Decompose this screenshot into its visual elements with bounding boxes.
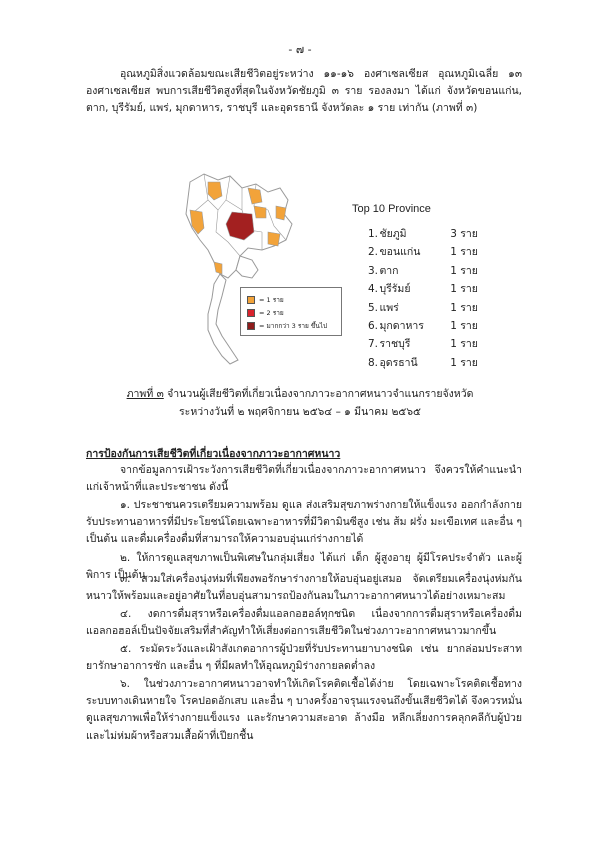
province-tak bbox=[190, 210, 204, 234]
province-buriram bbox=[268, 232, 280, 246]
province-name: แพร่ bbox=[379, 301, 399, 314]
death-count: 1 ราย bbox=[450, 264, 478, 277]
top10-row bbox=[368, 243, 498, 261]
recommendation-5: ๕. ระมัดระวังและเฝ้าสังเกตอาการผู้ป่วยที่รับประทานยาบางชนิด เช่น ยากล่อมประสาท ยารักษาอาการชัก และอื่น ๆ ที่มีผลทำให้อุณหภูมิร่างกายลดต่ำลง bbox=[86, 643, 522, 673]
top10-list bbox=[368, 225, 498, 372]
death-count: 1 ราย bbox=[450, 319, 478, 332]
section-heading: การป้องกันการเสียชีวิตที่เกี่ยวเนื่องจากภาวะอากาศหนาว bbox=[86, 448, 341, 460]
top10-row bbox=[368, 354, 498, 372]
recommendation-6: ๖. ในช่วงภาวะอากาศหนาวอาจทำให้เกิดโรคติดเชื้อได้ง่าย โดยเฉพาะโรคติดเชื้อทางระบบทางเดินหายใจ โรคปอดอักเสบ และอื่น ๆ บางครั้งอาจรุนแรงจนถึงขั้นเสียชีวิตได้ จึงควรหมั่นดูแลสุขภาพเพื่อให้ร่างกายแข็งแรง และรักษาความสะอาด ล้างมือ หลีกเลี่ยงการคลุกคลีกับผู้ป่วย และไม่ห่มผ้าหรือสวมเสื้อผ้าที่เปียกชื้น bbox=[86, 678, 522, 742]
legend-item-many bbox=[247, 321, 327, 331]
province-name: อุดรธานี bbox=[379, 356, 418, 369]
province-mukdahan bbox=[276, 206, 286, 220]
legend-swatch-many bbox=[247, 322, 255, 330]
rank: 4. bbox=[368, 283, 379, 296]
death-count: 1 ราย bbox=[450, 283, 478, 296]
death-count: 1 ราย bbox=[450, 356, 478, 369]
rank: 2. bbox=[368, 246, 379, 259]
legend-swatch-one bbox=[247, 296, 255, 304]
province-name: ราชบุรี bbox=[379, 338, 411, 351]
province-name: ตาก bbox=[379, 264, 399, 277]
recommendation-2: ๒. ให้การดูแลสุขภาพเป็นพิเศษในกลุ่มเสี่ยง ได้แก่ เด็ก ผู้สูงอายุ ผู้มีโรคประจำตัว และผู้พิการ เป็นต้น bbox=[86, 552, 522, 582]
top10-row bbox=[368, 262, 498, 280]
top10-title: Top 10 Province bbox=[352, 203, 431, 215]
province-name: ขอนแก่น bbox=[379, 246, 421, 259]
death-count: 1 ราย bbox=[450, 301, 478, 314]
intro-paragraph: อุณหภูมิสิ่งแวดล้อมขณะเสียชีวิตอยู่ระหว่าง ๑๑-๑๖ องศาเซลเซียส อุณหภูมิเฉลี่ย ๑๓ องศาเซลเซียส พบการเสียชีวิตสูงที่สุดในจังหวัดชัยภูมิ ๓ ราย รองลงมา ได้แก่ จังหวัดขอนแก่น, ตาก, บุรีรัมย์, แพร่, มุกดาหาร, ราชบุรี และอุดรธานี จังหวัดละ ๑ ราย เท่ากัน (ภาพที่ ๓) bbox=[86, 68, 522, 115]
figure-caption-line2: ระหว่างวันที่ ๒ พฤศจิกายน ๒๕๖๔ – ๑ มีนาคม ๒๕๖๕ bbox=[179, 406, 421, 418]
province-name: บุรีรัมย์ bbox=[379, 283, 411, 296]
recommendation-1: ๑. ประชาชนควรเตรียมความพร้อม ดูแล ส่งเสริมสุขภาพร่างกายให้แข็งแรง ออกกำลังกาย รับประทานอาหารที่มีประโยชน์โดยเฉพาะอาหารที่มีวิตามินซีสูง เช่น ส้ม ฝรั่ง มะเขือเทศ และอื่น ๆ เป็นต้น และดื่มเครื่องดื่มที่สามารถให้ความอบอุ่นแก่ร่างกายได้ bbox=[86, 499, 522, 546]
figure-caption-text: จำนวนผู้เสียชีวิตที่เกี่ยวเนื่องจากภาวะอากาศหนาวจำแนกรายจังหวัด bbox=[163, 388, 474, 400]
rank: 6. bbox=[368, 319, 379, 332]
section-lead: จากข้อมูลการเฝ้าระวังการเสียชีวิตที่เกี่ยวเนื่องจากภาวะอากาศหนาว จึงควรให้คำแนะนำแก่เจ้าหน้าที่และประชาชน ดังนี้ bbox=[86, 464, 522, 494]
legend-item-two bbox=[247, 308, 284, 318]
province-khon-kaen bbox=[254, 206, 266, 218]
legend-label-many: = มากกว่า 3 ราย ขึ้นไป bbox=[259, 322, 328, 330]
province-name: มุกดาหาร bbox=[379, 319, 424, 332]
rank: 3. bbox=[368, 264, 379, 277]
rank: 5. bbox=[368, 301, 379, 314]
map-legend bbox=[240, 287, 342, 336]
rank: 8. bbox=[368, 356, 379, 369]
figure-label: ภาพที่ ๓ bbox=[126, 388, 164, 400]
province-ratchaburi bbox=[214, 262, 222, 274]
legend-label-two: = 2 ราย bbox=[259, 309, 284, 317]
top10-row bbox=[368, 280, 498, 298]
figure-caption-line1 bbox=[60, 386, 540, 403]
thailand-map-svg bbox=[168, 170, 328, 370]
legend-item-one bbox=[247, 295, 284, 305]
top10-row bbox=[368, 317, 498, 335]
province-name: ชัยภูมิ bbox=[379, 228, 407, 240]
rank: 7. bbox=[368, 338, 379, 351]
legend-swatch-two bbox=[247, 309, 255, 317]
top10-row bbox=[368, 225, 498, 243]
rank: 1. bbox=[368, 228, 379, 240]
thailand-province-map bbox=[168, 170, 328, 370]
death-count: 1 ราย bbox=[450, 246, 478, 259]
death-count: 3 ราย bbox=[450, 228, 478, 240]
legend-label-one: = 1 ราย bbox=[259, 296, 284, 304]
recommendation-3: ๓. สวมใส่เครื่องนุ่งห่มที่เพียงพอรักษาร่างกายให้อบอุ่นอยู่เสมอ จัดเตรียมเครื่องนุ่งห่มกันหนาวให้พร้อมและอยู่อาศัยในที่อบอุ่นสามารถป้องกันลมในภาวะอากาศหนาวได้อย่างเหมาะสม bbox=[86, 573, 522, 603]
top10-row bbox=[368, 299, 498, 317]
top10-row bbox=[368, 335, 498, 353]
death-count: 1 ราย bbox=[450, 338, 478, 351]
page-number: - ๗ - bbox=[288, 43, 312, 56]
recommendation-4: ๔. งดการดื่มสุราหรือเครื่องดื่มแอลกอฮอล์ทุกชนิด เนื่องจากการดื่มสุราหรือเครื่องดื่มแอลกอฮอล์เป็นปัจจัยเสริมที่สำคัญทำให้เสี่ยงต่อการเสียชีวิตในช่วงภาวะอากาศหนาวมากขึ้น bbox=[86, 608, 522, 638]
